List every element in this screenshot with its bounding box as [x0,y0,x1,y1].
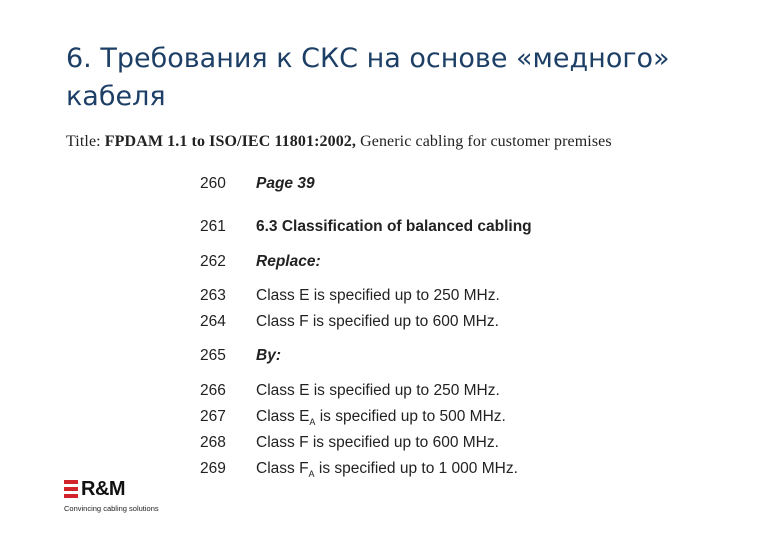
line-number: 265 [200,347,226,364]
line-number: 267 [200,408,226,425]
line-number: 261 [200,218,226,235]
line-text: Class $F_A$ is specified up to 1 000 MHz. [256,460,518,480]
line-number: 262 [200,253,226,270]
line-number: 264 [200,313,226,330]
line-text: Class E is specified up to 250 MHz. [256,382,500,399]
slide-title: 6. Требования к СКС на основе «медного» кабеля [66,43,670,112]
line-text: Class $E_A$ is specified up to 500 MHz. [256,408,506,428]
line-number: 260 [200,175,226,192]
line-text: Class F is specified up to 600 MHz. [256,313,499,330]
document-title-rest: Generic cabling for customer premises [356,133,612,150]
rm-logo-mark-icon [64,480,78,498]
document-title [66,133,612,151]
line-text: Class E is specified up to 250 MHz. [256,287,500,304]
line-text: Class F is specified up to 600 MHz. [256,434,499,451]
line-text: 6.3 Classification of balanced cabling [256,218,532,235]
line-text: Replace: [256,253,321,270]
rm-logo-tagline: Convincing cabling solutions [64,504,159,513]
line-text: Page 39 [256,175,315,192]
line-text: By: [256,347,281,364]
rm-logo-text: R&M [81,478,126,500]
subscript: A [308,469,315,480]
document-title-standard: FPDAM 1.1 to ISO/IEC 11801:2002, [104,133,356,150]
line-number: 263 [200,287,226,304]
line-number: 269 [200,460,226,477]
document-title-prefix: Title: [66,133,105,150]
line-number: 266 [200,382,226,399]
line-number: 268 [200,434,226,451]
subscript: A [309,417,316,428]
